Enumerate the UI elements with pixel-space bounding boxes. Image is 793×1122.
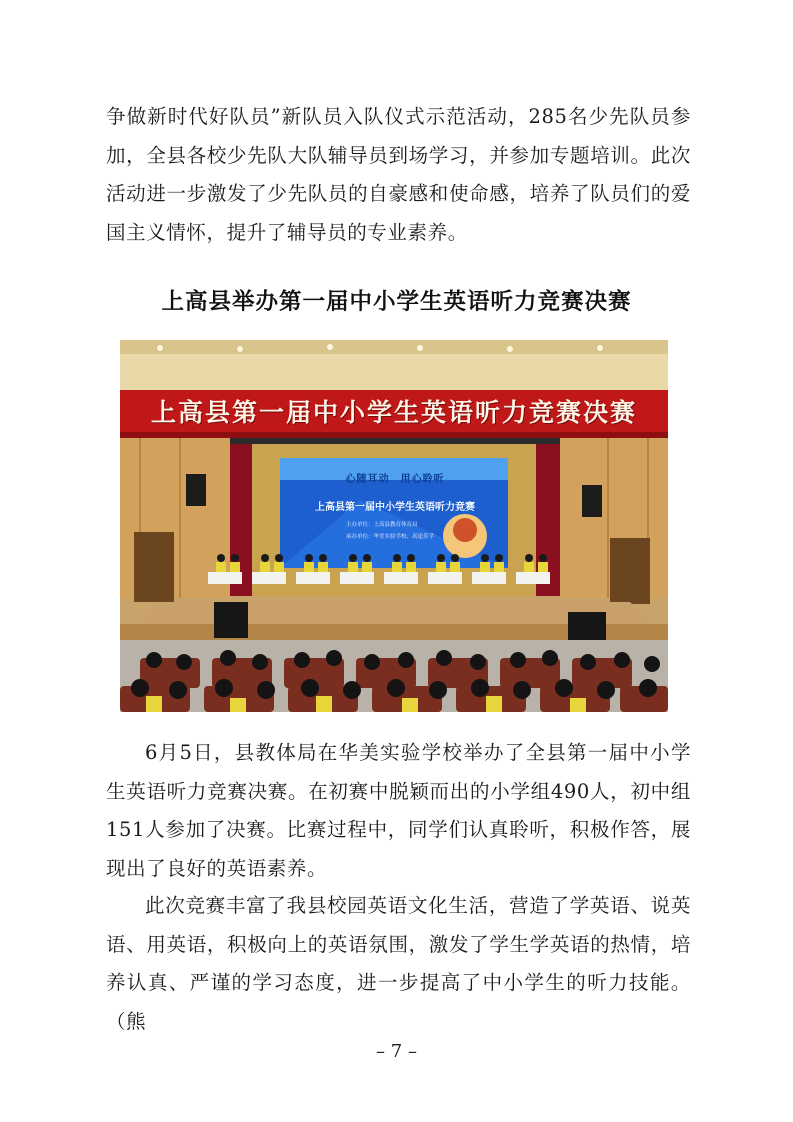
article-heading: 上高县举办第一届中小学生英语听力竞赛决赛 (161, 289, 632, 315)
screen-co-organizer-text: 承办单位：华美实验学校、高途乐学 (346, 534, 435, 540)
screen-title-text: 上高县第一届中小学生英语听力竞赛 (315, 502, 475, 513)
screen-slogan-text: 心随耳动 用心聆听 (345, 474, 445, 485)
event-photo (120, 340, 668, 712)
screen-organizer-text: 主办单位：上高县教育体育局 (346, 522, 418, 528)
paragraph-intro: 争做新时代好队员”新队员入队仪式示范活动，285名少先队员参加，全县各校少先队大队辅导员到场学习，并参加专题培训。此次活动进一步激发了少先队员的自豪感和使命感，培养了队员们的爱国主义情怀，提升了辅导员的专业素养。 (106, 105, 691, 244)
page-number: – 7 – (376, 1041, 417, 1062)
photo-banner-text: 上高县第一届中小学生英语听力竞赛决赛 (150, 398, 637, 427)
paragraph-event-significance: 此次竞赛丰富了我县校园英语文化生活，营造了学英语、说英语、用英语，积极向上的英语氛围，激发了学生学英语的热情，培养认真、严谨的学习态度，进一步提高了中小学生的听力技能。（熊 (106, 894, 691, 1033)
paragraph-event-details: 6月5日，县教体局在华美实验学校举办了全县第一届中小学生英语听力竞赛决赛。在初赛中脱颖而出的小学组490人，初中组151人参加了决赛。比赛过程中，同学们认真聆听，积极作答，展现出了良好的英语素养。 (106, 741, 691, 880)
